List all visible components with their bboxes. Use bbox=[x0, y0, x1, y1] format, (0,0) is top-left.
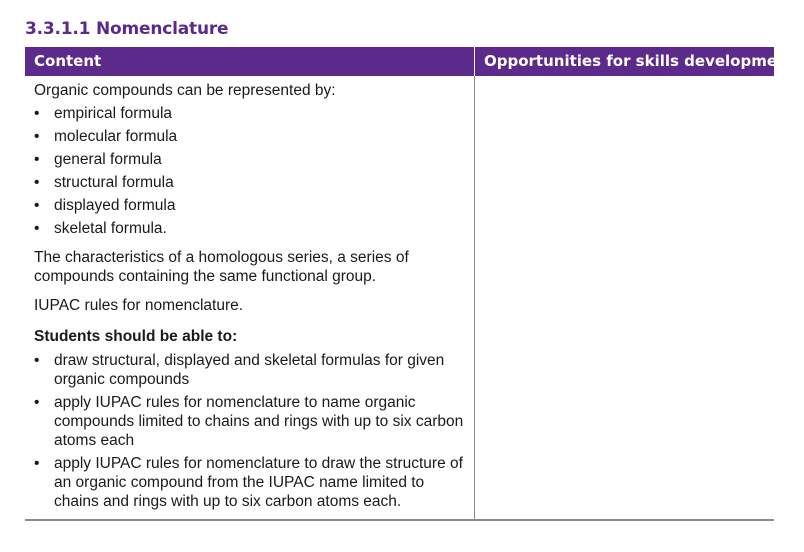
table-header-row bbox=[25, 47, 795, 76]
bullet-icon: • bbox=[34, 151, 40, 168]
list-item bbox=[34, 351, 468, 389]
bullet-icon: • bbox=[34, 197, 40, 214]
skills-cell bbox=[474, 76, 774, 519]
students-heading: Students should be able to: bbox=[34, 328, 238, 345]
list-item-text: draw structural, displayed and skeletal formulas for given organic compounds bbox=[54, 352, 445, 388]
list-item-text: structural formula bbox=[54, 174, 174, 191]
bullet-icon: • bbox=[34, 105, 40, 122]
list-item-text: empirical formula bbox=[54, 105, 173, 122]
list-item-text: general formula bbox=[54, 151, 162, 168]
bullet-icon: • bbox=[34, 128, 40, 145]
content-cell bbox=[25, 76, 474, 519]
list-item bbox=[34, 393, 468, 450]
bullet-icon: • bbox=[34, 220, 40, 237]
list-item bbox=[34, 194, 468, 217]
homologous-series-text: The characteristics of a homologous series, a series of compounds containing the same functional group. bbox=[34, 249, 409, 285]
column-header-content: Content bbox=[34, 52, 102, 70]
list-item-text: molecular formula bbox=[54, 128, 178, 145]
column-header-skills: Opportunities for skills development bbox=[474, 47, 774, 76]
bullet-icon: • bbox=[34, 455, 40, 472]
list-item bbox=[34, 454, 468, 511]
list-item bbox=[34, 125, 468, 148]
specification-table bbox=[25, 47, 795, 521]
bullet-icon: • bbox=[34, 174, 40, 191]
list-item-text: skeletal formula. bbox=[54, 220, 167, 237]
list-item bbox=[34, 217, 468, 240]
formula-types-list bbox=[34, 102, 468, 240]
bullet-icon: • bbox=[34, 352, 40, 369]
abilities-list bbox=[34, 351, 468, 511]
list-item-text: apply IUPAC rules for nomenclature to name organic compounds limited to chains and rings with up to six carbon atoms each bbox=[54, 394, 464, 449]
list-item-text: apply IUPAC rules for nomenclature to draw the structure of an organic compound from the IUPAC name limited to chains and rings with up to six carbon atoms each. bbox=[54, 455, 463, 510]
bullet-icon: • bbox=[34, 394, 40, 411]
list-item bbox=[34, 102, 468, 125]
list-item bbox=[34, 148, 468, 171]
table-body-row bbox=[25, 76, 774, 521]
intro-text: Organic compounds can be represented by: bbox=[34, 82, 336, 99]
list-item-text: displayed formula bbox=[54, 197, 176, 214]
section-heading: 3.3.1.1 Nomenclature bbox=[25, 19, 229, 39]
iupac-text: IUPAC rules for nomenclature. bbox=[34, 297, 244, 314]
list-item bbox=[34, 171, 468, 194]
